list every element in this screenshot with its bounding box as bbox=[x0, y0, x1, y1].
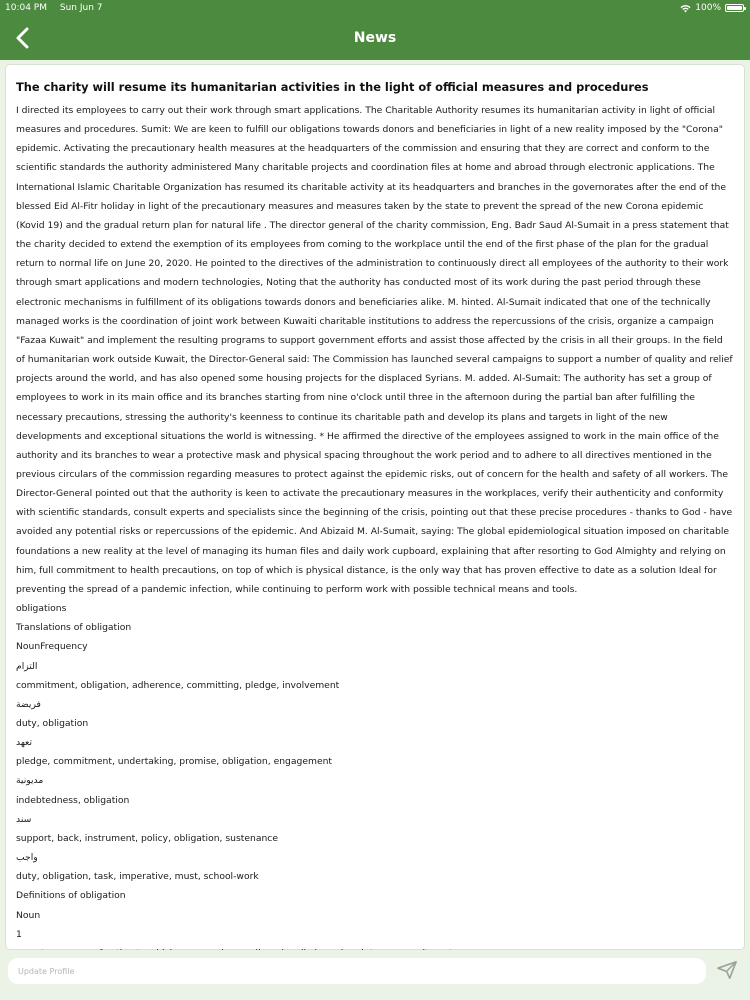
page-title: News bbox=[353, 30, 397, 46]
status-bar bbox=[0, 0, 750, 16]
article-line-arabic: مديونية bbox=[16, 775, 44, 787]
article-line: indebtedness, obligation bbox=[16, 794, 130, 806]
paper-plane-icon bbox=[718, 962, 736, 978]
article-line: pledge, commitment, undertaking, promise, obligation, engagement bbox=[16, 756, 333, 768]
status-date: Sun Jun 7 bbox=[59, 3, 103, 13]
article-line: duty, obligation, task, imperative, must, school-work bbox=[16, 871, 259, 883]
article-line: 1 bbox=[16, 928, 22, 940]
article-line: NounFrequency bbox=[16, 641, 88, 653]
content-area bbox=[0, 60, 750, 950]
article-line-arabic: واجب bbox=[16, 852, 38, 864]
article-line: commitment, obligation, adherence, committing, pledge, involvement bbox=[16, 679, 340, 691]
nav-bar bbox=[0, 16, 750, 60]
battery-icon bbox=[725, 4, 744, 12]
article-line: Definitions of obligation bbox=[16, 890, 126, 902]
article-extra-lines bbox=[16, 599, 734, 982]
battery-percent: 100% bbox=[695, 3, 721, 13]
update-profile-input[interactable] bbox=[8, 958, 706, 984]
article-line-arabic: سند bbox=[16, 813, 32, 825]
status-right bbox=[680, 0, 744, 16]
article-line: obligations bbox=[16, 603, 67, 615]
article-line: duty, obligation bbox=[16, 718, 89, 729]
article-card bbox=[5, 64, 745, 950]
article-title: The charity will resume its humanitarian activities in the light of official measures and procedures bbox=[16, 80, 649, 94]
bottom-bar bbox=[0, 950, 750, 1000]
status-left bbox=[5, 0, 113, 16]
wifi-icon bbox=[680, 4, 691, 13]
article-line-arabic: فريضة bbox=[16, 698, 41, 710]
status-time: 10:04 PM bbox=[5, 3, 47, 13]
article-line: Translations of obligation bbox=[16, 622, 132, 634]
send-button[interactable] bbox=[716, 960, 738, 980]
article-line-arabic: تعهد bbox=[16, 737, 33, 749]
article-line: Noun bbox=[16, 909, 41, 921]
article-body: I directed its employees to carry out their work through smart applications. The Charitable Authority resumes its humanitarian activity in light of official measures and procedures. Sumit: We are keen to fulfill our obligations towards donors and beneficiaries in light of a new reality imposed by the "Corona" epidemic. Activating the precautionary health measures at the headquarters of the commission and ensuring that they are correct and conform to the scientific standards the authority administered Many charitable projects and coordination files at home and abroad through electronic applications. The International Islamic Charitable Organization has resumed its charitable activity at its headquarters and branches in the governorates after the end of the blessed Eid Al-Fitr holiday in light of the precautionary measures and measures taken by the state to prevent the spread of the new Corona epidemic (Kovid 19) and the gradual return plan for natural life . The director general of the charity commission, Eng. Badr Saud Al-Sumait in a press statement that the charity decided to extend the exemption of its employees from coming to the workplace until the end of the first phase of the plan for the gradual return to normal life on June 20, 2020. He pointed to the directives of the administration to continuously direct all employees of the authority to their work through smart applications and modern technologies, Noting that the authority has conducted most of its work during the past period through these electronic mechanisms in fulfillment of its obligations towards donors and beneficiaries alike. M. hinted. Al-Sumait indicated that one of the technically managed works is the coordination of joint work between Kuwaiti charitable institutions to address the repercussions of the crisis, organize a campaign "Fazaa Kuwait" and implement the resulting programs to support government efforts and assist those affected by the crisis in all their groups. In the field of humanitarian work outside Kuwait, the Director-General said: The Commission has launched several campaigns to support a number of quality and relief projects around the world, and has also opened some housing projects for the displaced Syrians. M. added. Al-Sumait: The authority has set a group of employees to work in its main office and its branches starting from nine o'clock until three in the afternoon during the partial ban after fulfilling the necessary precautions, stressing the authority's keenness to continue its charitable path and develop its plans and targets in light of the new developments and exceptional situations the world is witnessing. * He affirmed the directive of the employees assigned to work in the main office of the authority and its branches to wear a protective mask and physical spacing throughout the work period and to adhere to all directives mentioned in the previous circulars of the commission regarding measures to protect against the epidemic risks, out of concern for the health and safety of all workers. The Director-General pointed out that the authority is keen to activate the precautionary measures in the workplaces, verify their authenticity and conformity with scientific standards, consult experts and specialists since the beginning of the crisis, pointing out that these precise procedures - thanks to God - have avoided any potential risks or repercussions of the epidemic. And Abizaid M. Al-Sumait, saying: The global epidemiological situation imposed on charitable foundations a new reality at the level of managing its human files and daily work cupboard, explaining that after resorting to God Almighty and relying on him, full commitment to health precautions, on top of which is physical distance, is the only way that has proven effective to date as a solution Ideal for preventing the spread of a pandemic infection, while continuing to perform work with possible technical means and tools. bbox=[16, 105, 733, 595]
article-line: support, back, instrument, policy, obligation, sustenance bbox=[16, 832, 279, 844]
article-line-arabic: التزام bbox=[16, 660, 38, 672]
